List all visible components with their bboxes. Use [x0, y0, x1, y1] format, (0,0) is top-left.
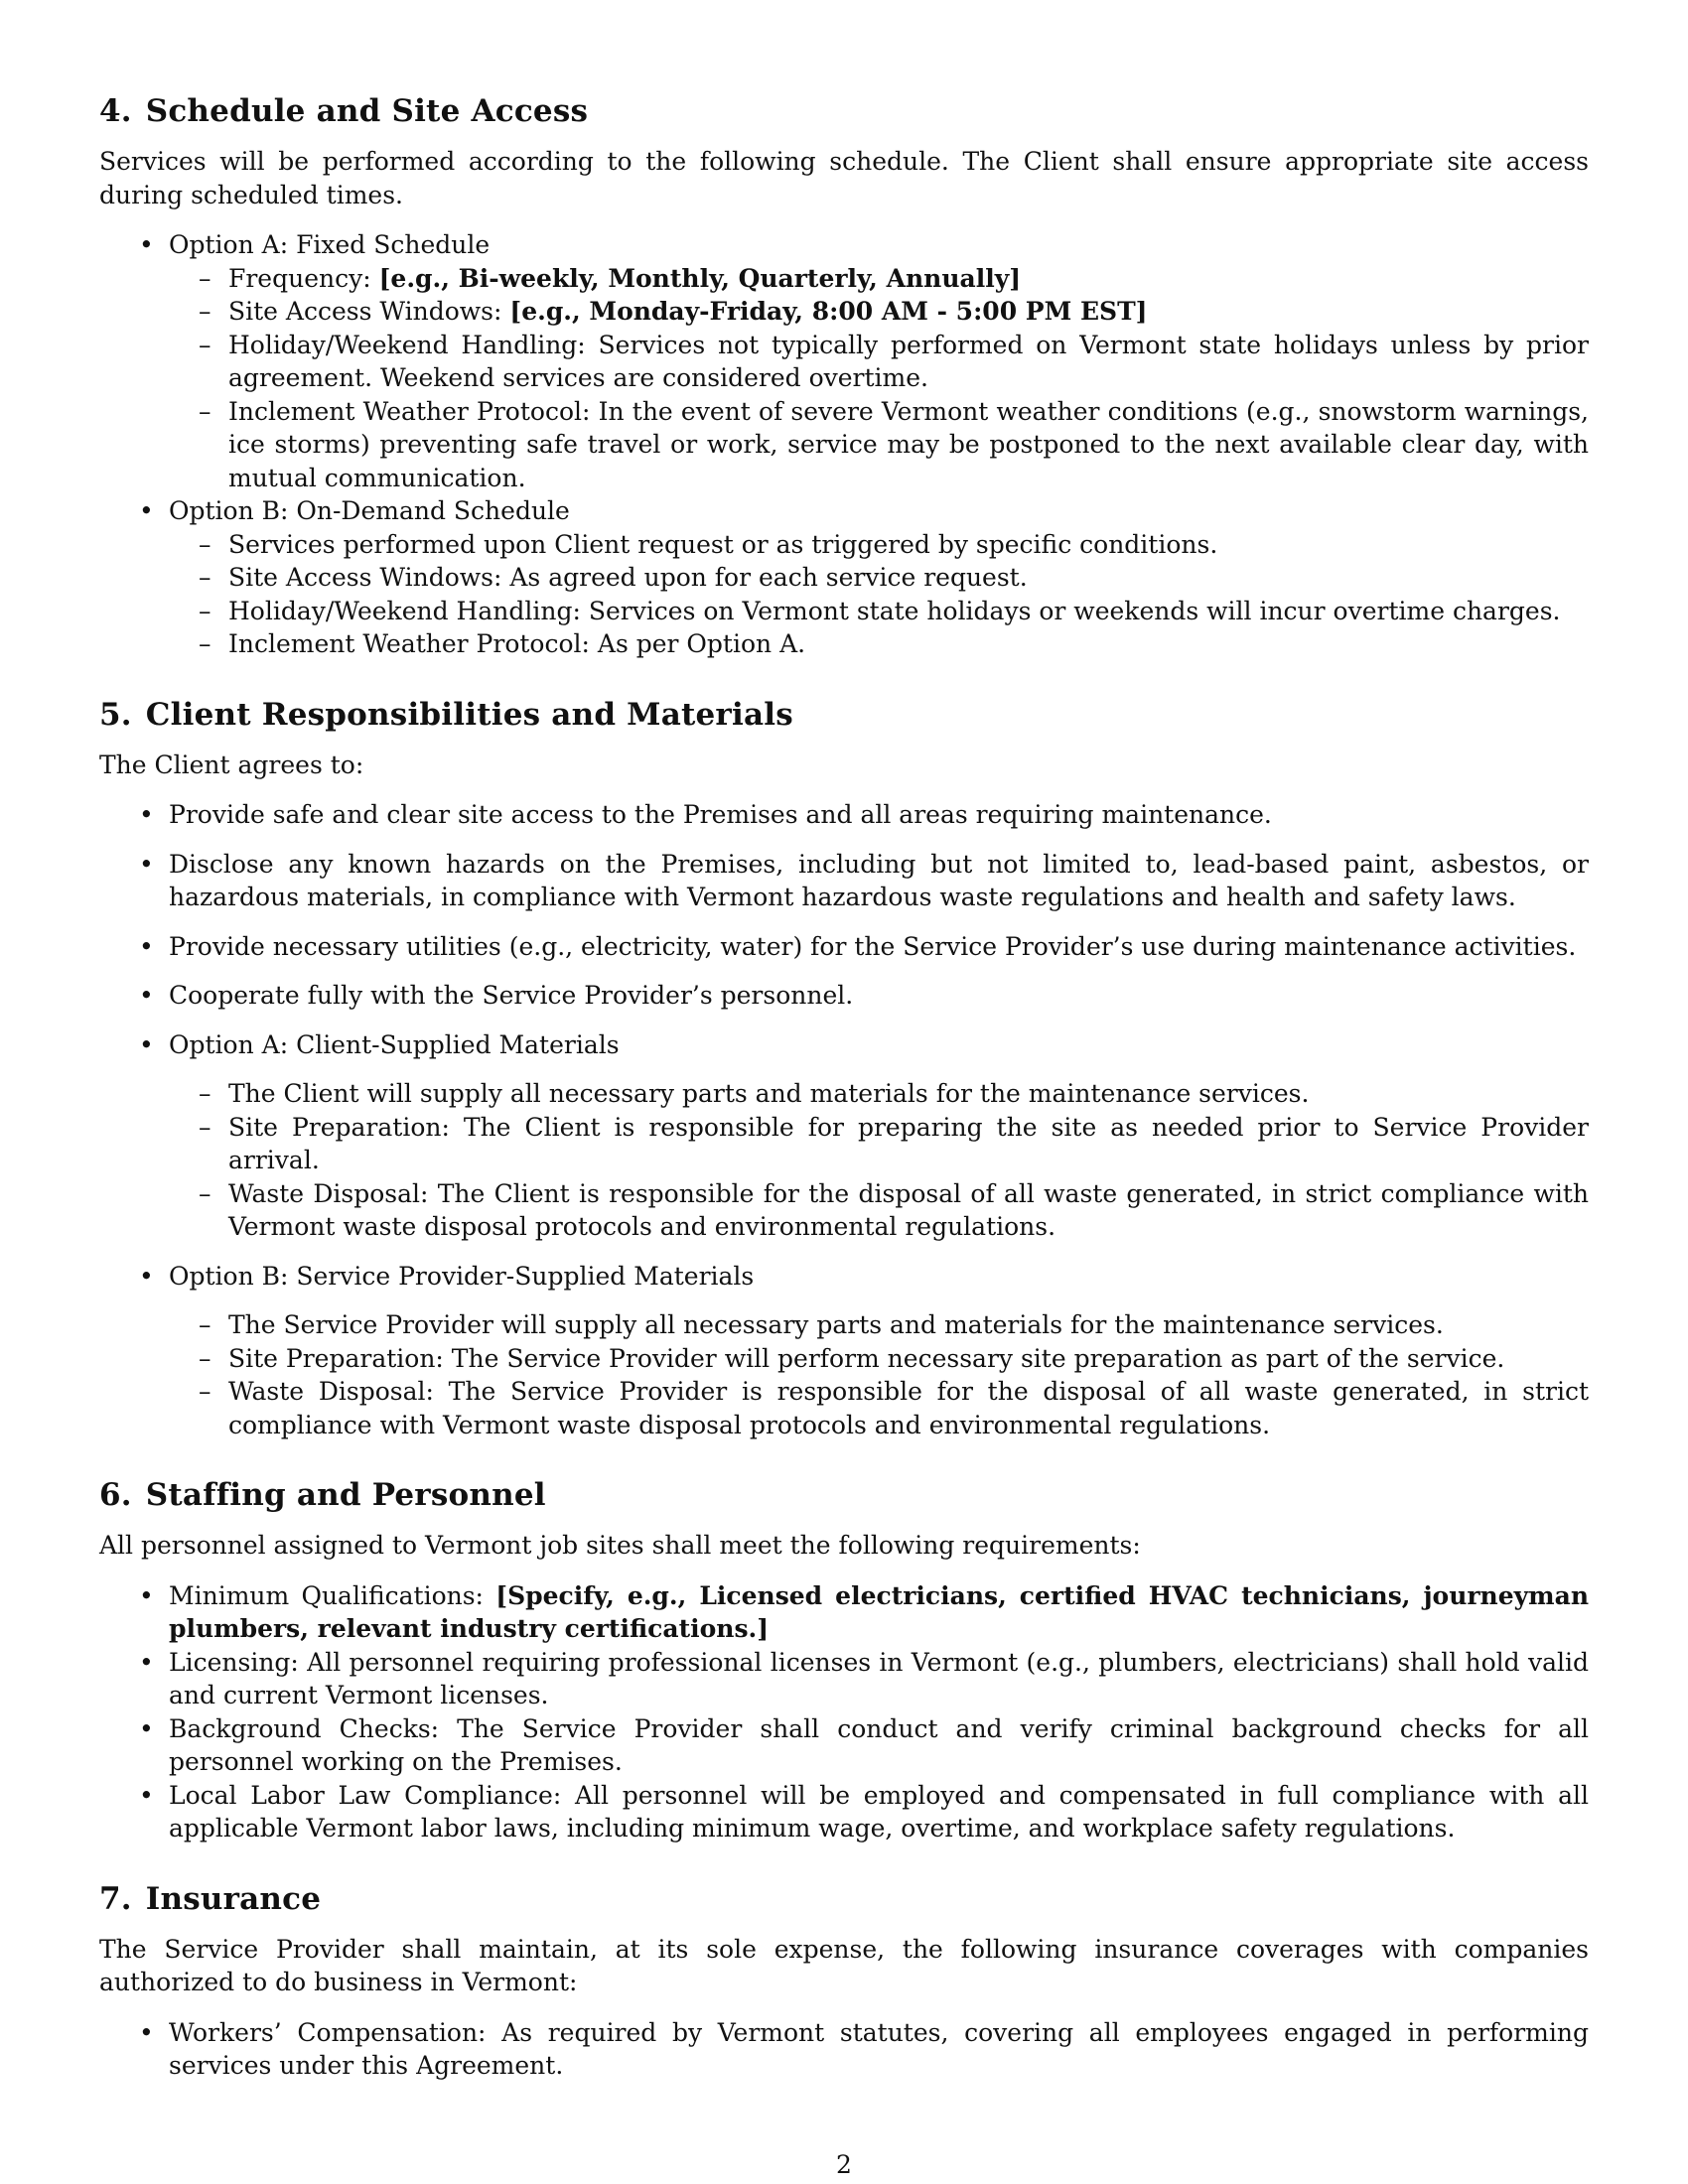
list-item: – The Client will supply all necessary parts and materials for the maintenance services. [169, 1077, 1589, 1111]
list-item: – Waste Disposal: The Service Provider is responsible for the disposal of all waste generated, in strict compliance with Vermont waste disposal protocols and environmental regulations. [169, 1375, 1589, 1441]
windows-placeholder: [e.g., Monday-Friday, 8:00 AM - 5:00 PM EST] [509, 297, 1148, 326]
page-number: 2 [836, 2150, 852, 2179]
option-label: Option B: Service Provider-Supplied Materials [169, 1261, 755, 1291]
section-heading [99, 91, 1589, 131]
section-heading [99, 1475, 1589, 1515]
section-intro: All personnel assigned to Vermont job sites shall meet the following requirements: [99, 1531, 1141, 1560]
section-intro: The Client agrees to: [99, 750, 364, 779]
list-item: – Waste Disposal: The Client is responsible for the disposal of all waste generated, in strict compliance with Vermont waste disposal protocols and environmental regulations. [169, 1177, 1589, 1244]
section-intro: Services will be performed according to the following schedule. The Client shall ensure appropriate site access during scheduled times. [99, 147, 1589, 209]
site-access-windows-item [169, 295, 1589, 329]
list-item: • Disclose any known hazards on the Premises, including but not limited to, lead-based paint, asbestos, or hazardous materials, in compliance with Vermont hazardous waste regulations and health and safety laws. [99, 848, 1589, 914]
inclement-weather-item: – Inclement Weather Protocol: In the event of severe Vermont weather conditions (e.g., snowstorm warnings, ice storms) preventing safe travel or work, service may be postponed to the next available clear day, with mutual communication. [169, 395, 1589, 495]
section-heading [99, 1879, 1589, 1919]
list-item: • Local Labor Law Compliance: All personnel will be employed and compensated in full compliance with all applicable Vermont labor laws, including minimum wage, overtime, and workplace safety regulations. [99, 1779, 1589, 1845]
schedule-options-list [99, 228, 1589, 661]
option-a-client-supplied [99, 1028, 1589, 1244]
section-staffing-personnel [99, 1475, 1589, 1845]
frequency-label: Frequency: [228, 263, 379, 293]
option-b-provider-supplied [99, 1260, 1589, 1442]
section-client-responsibilities [99, 695, 1589, 1442]
document-page [99, 91, 1589, 2116]
option-b-details [169, 1308, 1589, 1441]
personnel-requirements-list [99, 1579, 1589, 1845]
list-item: • Workers’ Compensation: As required by Vermont statutes, covering all employees engaged in performing services under this Agreement. [99, 2016, 1589, 2083]
option-b-on-demand-schedule [99, 494, 1589, 661]
list-item: • Licensing: All personnel requiring professional licenses in Vermont (e.g., plumbers, electricians) shall hold valid and current Vermont licenses. [99, 1646, 1589, 1712]
section-title: Schedule and Site Access [145, 93, 589, 129]
option-label: Option A: Client-Supplied Materials [169, 1029, 620, 1059]
list-item: • Background Checks: The Service Provider shall conduct and verify criminal background checks for all personnel working on the Premises. [99, 1712, 1589, 1779]
list-item: – Inclement Weather Protocol: As per Option A. [169, 627, 1589, 661]
section-title: Client Responsibilities and Materials [145, 696, 793, 733]
option-a-fixed-schedule [99, 228, 1589, 494]
frequency-item [169, 262, 1589, 296]
list-item: – The Service Provider will supply all necessary parts and materials for the maintenance services. [169, 1308, 1589, 1342]
frequency-placeholder: [e.g., Bi-weekly, Monthly, Quarterly, Annually] [378, 263, 1022, 293]
insurance-list [99, 2016, 1589, 2083]
list-item: • Provide safe and clear site access to the Premises and all areas requiring maintenance. [99, 798, 1589, 832]
list-item: • Cooperate fully with the Service Provider’s personnel. [99, 979, 1589, 1013]
list-item: – Services performed upon Client request or as triggered by specific conditions. [169, 528, 1589, 562]
section-title: Insurance [145, 1880, 322, 1917]
section-number: 5. [99, 696, 132, 733]
option-a-details [169, 1077, 1589, 1244]
option-label: Option B: On-Demand Schedule [169, 496, 570, 525]
list-item: – Holiday/Weekend Handling: Services on Vermont state holidays or weekends will incur overtime charges. [169, 595, 1589, 628]
section-title: Staffing and Personnel [145, 1477, 546, 1513]
section-heading [99, 695, 1589, 735]
section-insurance [99, 1879, 1589, 2083]
qualifications-placeholder: [Specify, e.g., Licensed electricians, certified HVAC technicians, journeyman plumbers, relevant industry certifications.] [169, 1580, 1589, 1643]
minimum-qualifications-item [99, 1579, 1589, 1646]
qualifications-label: Minimum Qualifications: [169, 1580, 496, 1610]
list-item: • Provide necessary utilities (e.g., electricity, water) for the Service Provider’s use during maintenance activities. [99, 930, 1589, 964]
option-b-details [169, 528, 1589, 661]
list-item: – Site Access Windows: As agreed upon for each service request. [169, 561, 1589, 595]
list-item: – Site Preparation: The Service Provider will perform necessary site preparation as part of the service. [169, 1342, 1589, 1376]
section-number: 6. [99, 1477, 132, 1513]
windows-label: Site Access Windows: [228, 297, 510, 326]
section-schedule-site-access [99, 91, 1589, 661]
option-a-details [169, 262, 1589, 495]
list-item: – Site Preparation: The Client is responsible for preparing the site as needed prior to Service Provider arrival. [169, 1111, 1589, 1177]
section-number: 7. [99, 1880, 132, 1917]
section-intro: The Service Provider shall maintain, at its sole expense, the following insurance coverages with companies authorized to do business in Vermont: [99, 1934, 1589, 1996]
option-label: Option A: Fixed Schedule [169, 230, 491, 259]
section-number: 4. [99, 93, 132, 129]
client-responsibilities-list [99, 798, 1589, 1441]
holiday-handling-item: – Holiday/Weekend Handling: Services not typically performed on Vermont state holidays unless by prior agreement. Weekend services are considered overtime. [169, 329, 1589, 395]
